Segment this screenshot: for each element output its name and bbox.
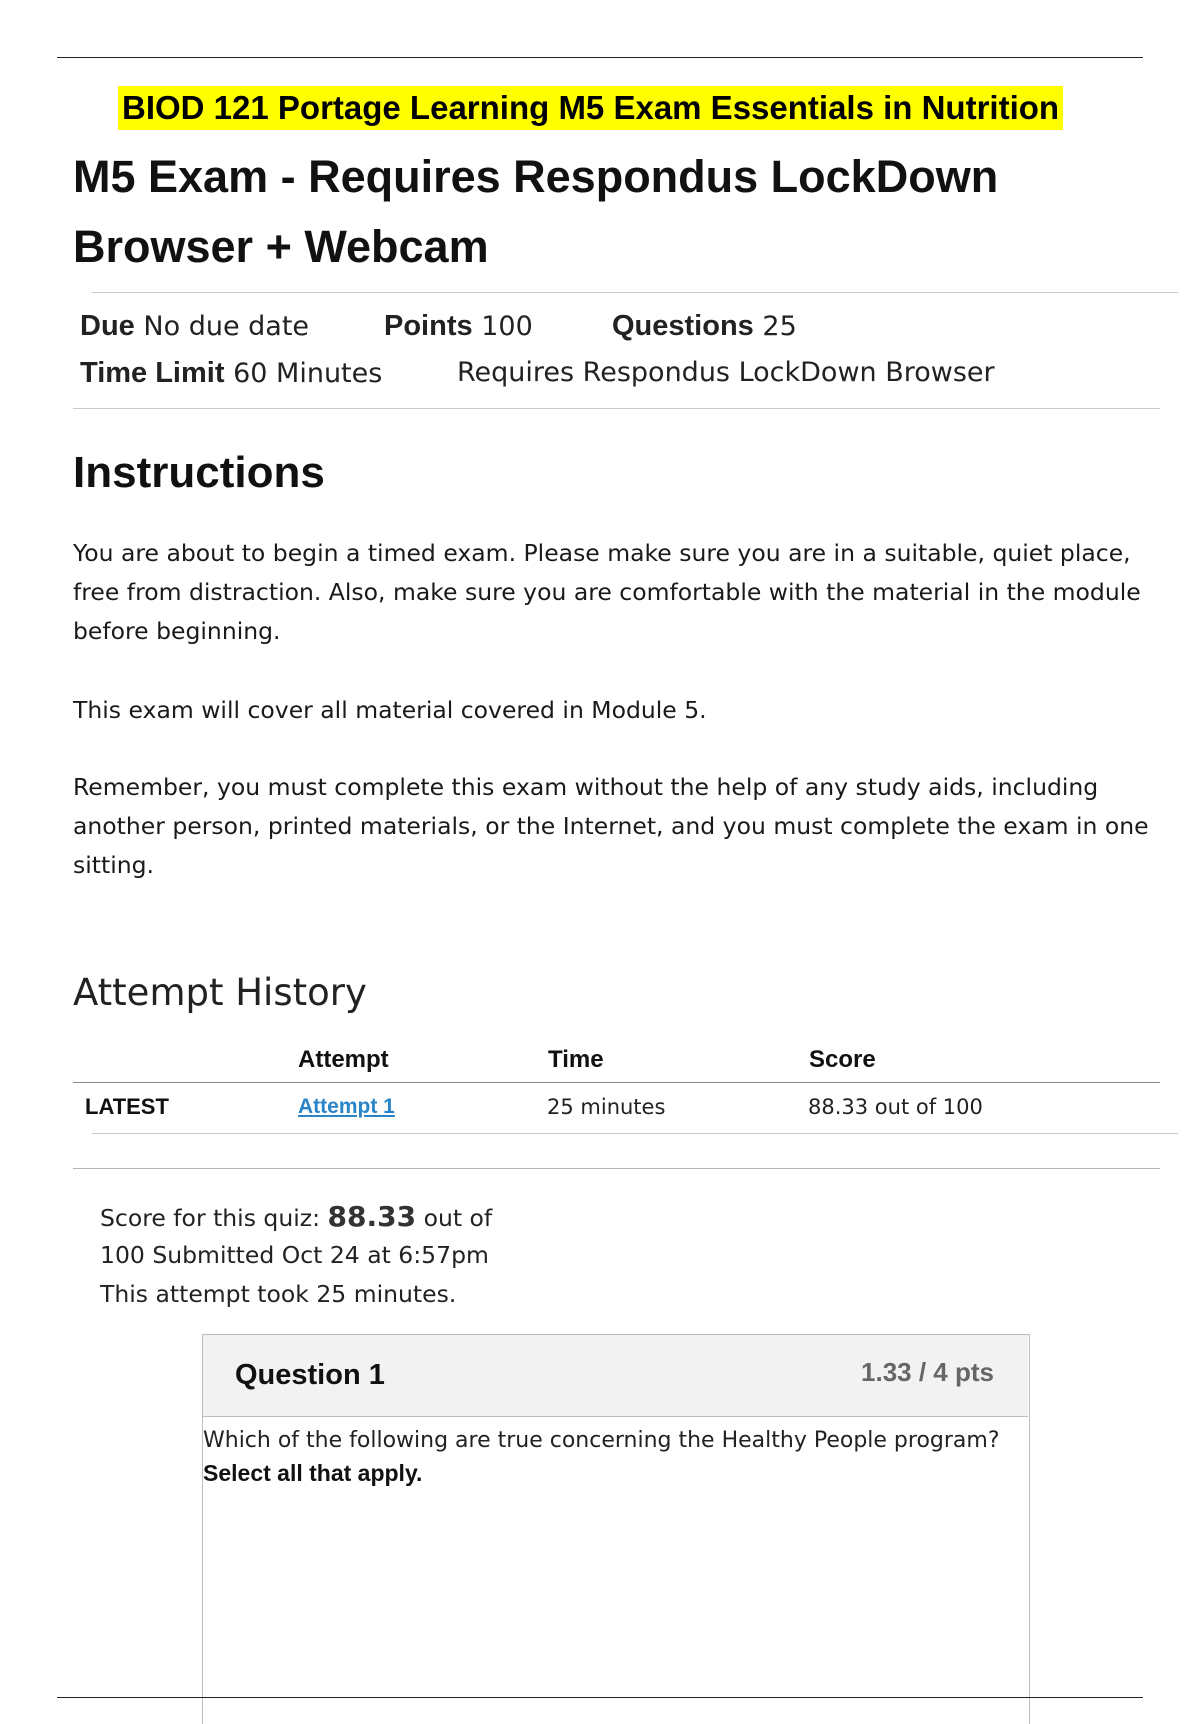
document-banner: BIOD 121 Portage Learning M5 Exam Essentials in Nutrition — [118, 86, 1063, 130]
question-text — [203, 1425, 1003, 1491]
time-limit-value: 60 Minutes — [233, 358, 383, 389]
latest-label: LATEST — [85, 1094, 169, 1119]
column-header-attempt: Attempt — [298, 1046, 389, 1073]
questions-label: Questions — [612, 310, 754, 342]
question-points: 1.33 / 4 pts — [861, 1357, 994, 1387]
question-card — [202, 1334, 1030, 1724]
instructions-paragraph-3: Remember, you must complete this exam without the help of any study aids, including another person, printed materials, or the Internet, and you must complete the exam in one sitting. — [73, 773, 1149, 879]
score-summary-line-2: 100 Submitted Oct 24 at 6:57pm — [100, 1241, 489, 1269]
table-header-divider — [73, 1082, 1160, 1083]
points-value: 100 — [481, 311, 533, 342]
score-summary-line-3: This attempt took 25 minutes. — [100, 1280, 457, 1308]
instructions-paragraph-1: You are about to begin a timed exam. Please make sure you are in a suitable, quiet place, free from distraction. Also, make sure you are comfortable with the material in the module before beginning. — [73, 539, 1141, 645]
due-info — [80, 308, 309, 345]
due-label: Due — [80, 310, 135, 342]
time-limit-info — [80, 355, 382, 392]
points-label: Points — [384, 310, 473, 342]
instructions-heading: Instructions — [73, 448, 325, 497]
page-title: M5 Exam - Requires Respondus LockDown Browser + Webcam — [73, 151, 999, 272]
score-summary-line-1 — [100, 1198, 492, 1237]
divider — [73, 408, 1160, 409]
question-header — [203, 1335, 1028, 1417]
quiz-score: 88.33 — [327, 1200, 417, 1233]
instructions-paragraph-2: This exam will cover all material covered in Module 5. — [73, 696, 707, 724]
score-out-of: out of — [423, 1204, 493, 1232]
lockdown-requirement: Requires Respondus LockDown Browser — [457, 357, 995, 388]
question-title: Question 1 — [235, 1359, 385, 1391]
question-instruction: Select all that apply. — [203, 1460, 423, 1486]
bottom-rule — [57, 1697, 1143, 1698]
due-value: No due date — [143, 311, 310, 342]
column-header-score: Score — [809, 1046, 876, 1073]
divider — [73, 1168, 1160, 1169]
question-prompt: Which of the following are true concerning the Healthy People program? — [203, 1428, 1000, 1453]
attempt-1-link[interactable]: Attempt 1 — [298, 1095, 395, 1118]
attempt-time: 25 minutes — [547, 1095, 666, 1119]
questions-value: 25 — [762, 311, 797, 342]
time-limit-label: Time Limit — [80, 357, 225, 389]
questions-info — [612, 308, 797, 345]
column-header-time: Time — [548, 1046, 604, 1073]
attempt-score: 88.33 out of 100 — [808, 1095, 983, 1119]
table-row-divider — [92, 1133, 1178, 1134]
top-rule — [57, 57, 1143, 58]
divider — [92, 292, 1178, 293]
attempt-history-heading: Attempt History — [73, 971, 367, 1014]
score-prefix: Score for this quiz: — [100, 1204, 321, 1232]
points-info — [384, 308, 533, 345]
